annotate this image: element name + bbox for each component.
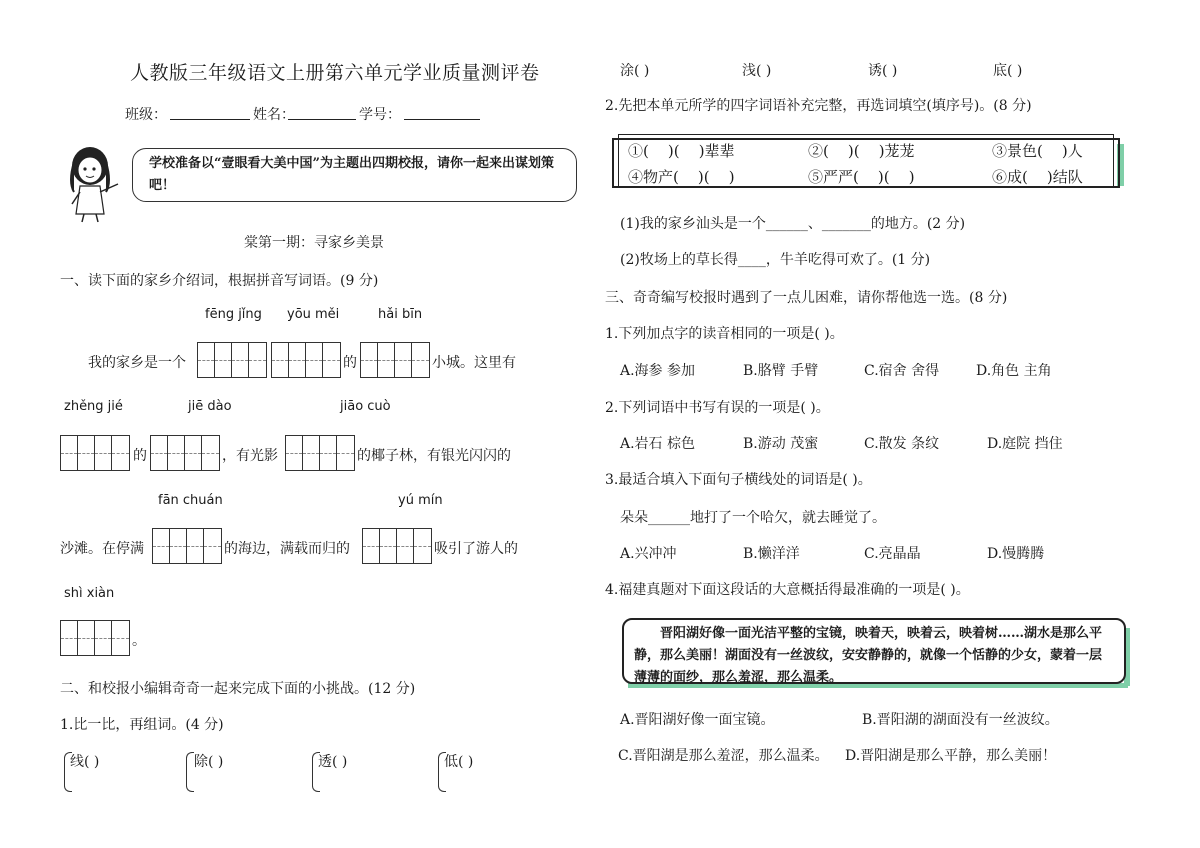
part3-q2: 2.下列词语中书写有误的一项是( )。 bbox=[605, 400, 830, 416]
compare-item: 浅( ) bbox=[742, 63, 772, 79]
pinyin-jiaocuo: jiāo cuò bbox=[340, 399, 391, 414]
option-b[interactable]: B.游动 茂蜜 bbox=[743, 436, 819, 452]
pinyin-yumin: yú mín bbox=[398, 493, 443, 508]
class-label: 班级： bbox=[125, 107, 167, 123]
option-a[interactable]: A.兴冲冲 bbox=[620, 546, 677, 562]
passage-text: ，有光影 bbox=[222, 448, 278, 464]
girl-illustration-icon bbox=[60, 142, 130, 224]
option-b[interactable]: B.晋阳湖的湖面没有一丝波纹。 bbox=[862, 712, 1059, 728]
name-field[interactable] bbox=[288, 106, 356, 120]
compare-item: 低( ) bbox=[444, 754, 474, 770]
idiom-item: ②( )( )茏茏 bbox=[808, 142, 915, 160]
option-a[interactable]: A.海参 参加 bbox=[620, 363, 696, 379]
answer-grid[interactable] bbox=[60, 620, 130, 656]
option-c[interactable]: C.宿舍 舍得 bbox=[864, 363, 940, 379]
option-c[interactable]: C.亮晶晶 bbox=[864, 546, 921, 562]
part1-heading: 一、读下面的家乡介绍词，根据拼音写词语。(9 分) bbox=[60, 273, 379, 289]
passage-text: 。 bbox=[132, 633, 146, 649]
answer-grid[interactable] bbox=[152, 528, 222, 564]
option-d[interactable]: D.晋阳湖是那么平静，那么美丽！ bbox=[845, 748, 1057, 764]
compare-item: 底( ) bbox=[993, 63, 1023, 79]
part3-heading: 三、奇奇编写校报时遇到了一点儿困难，请你帮他选一选。(8 分) bbox=[605, 290, 1008, 306]
idiom-item: ⑤严严( )( ) bbox=[808, 168, 915, 186]
compare-item: 诱( ) bbox=[868, 63, 898, 79]
answer-grid[interactable] bbox=[60, 435, 130, 471]
answer-grid[interactable] bbox=[362, 528, 432, 564]
option-b[interactable]: B.胳臂 手臂 bbox=[743, 363, 819, 379]
idiom-item: ③景色( )人 bbox=[992, 142, 1083, 160]
compare-item: 除( ) bbox=[194, 754, 224, 770]
reading-passage: 晋阳湖好像一面光洁平整的宝镜，映着天，映着云，映着树……湖水是那么平静，那么美丽！湖面没有一丝波纹，安安静静的，就像一个恬静的少女，蒙着一层薄薄的面纱，那么羞涩，那么温柔。 bbox=[622, 618, 1126, 684]
option-c[interactable]: C.晋阳湖是那么羞涩，那么温柔。 bbox=[618, 748, 829, 764]
option-a[interactable]: A.晋阳湖好像一面宝镜。 bbox=[620, 712, 775, 728]
part2-q1: 1.比一比，再组词。(4 分) bbox=[60, 717, 224, 733]
answer-grid[interactable] bbox=[285, 435, 355, 471]
idiom-item: ①( )( )辈辈 bbox=[628, 142, 735, 160]
part3-q3: 3.最适合填入下面句子横线处的词语是( )。 bbox=[605, 472, 872, 488]
pinyin-shixian: shì xiàn bbox=[64, 586, 115, 601]
option-d[interactable]: D.角色 主角 bbox=[976, 363, 1052, 379]
idiom-item: ④物产( )( ) bbox=[628, 168, 735, 186]
part2-sub1: (1)我的家乡汕头是一个______、_______的地方。(2 分) bbox=[620, 216, 966, 232]
passage-text: 吸引了游人的 bbox=[434, 541, 518, 557]
part3-q4: 4.福建真题对下面这段话的大意概括得最准确的一项是( )。 bbox=[605, 582, 970, 598]
pinyin-haibin: hǎi bīn bbox=[378, 307, 423, 322]
answer-grid[interactable] bbox=[271, 342, 341, 378]
pinyin-fengjing: fēng jǐng bbox=[205, 307, 262, 322]
passage-text: 我的家乡是一个 bbox=[88, 355, 186, 371]
id-field[interactable] bbox=[404, 106, 480, 120]
part2-q2: 2.先把本单元所学的四字词语补充完整，再选词填空(填序号)。(8 分) bbox=[605, 98, 1032, 114]
name-label: 姓名： bbox=[253, 107, 295, 123]
part3-q3-sentence: 朵朵______地打了一个哈欠，就去睡觉了。 bbox=[620, 510, 886, 526]
section-heading: 棠第一期：寻家乡美景 bbox=[244, 235, 384, 251]
option-d[interactable]: D.庭院 挡住 bbox=[987, 436, 1063, 452]
passage-text: 的 bbox=[343, 355, 357, 371]
part2-heading: 二、和校报小编辑奇奇一起来完成下面的小挑战。(12 分) bbox=[60, 681, 416, 697]
option-a[interactable]: A.岩石 棕色 bbox=[620, 436, 696, 452]
part2-sub2: (2)牧场上的草长得____，牛羊吃得可欢了。(1 分) bbox=[620, 252, 931, 268]
passage-text: 的海边，满载而归的 bbox=[224, 541, 350, 557]
passage-text: 沙滩。在停满 bbox=[60, 541, 144, 557]
compare-item: 线( ) bbox=[70, 754, 100, 770]
compare-item: 透( ) bbox=[318, 754, 348, 770]
id-label: 学号： bbox=[359, 107, 401, 123]
idiom-item: ⑥成( )结队 bbox=[992, 168, 1083, 186]
passage-text: 小城。这里有 bbox=[432, 355, 516, 371]
pinyin-zhengjie: zhěng jié bbox=[64, 399, 123, 414]
pinyin-youmei: yōu měi bbox=[287, 307, 340, 322]
class-field[interactable] bbox=[170, 106, 250, 120]
intro-bubble: 学校准备以“壹眼看大美中国”为主题出四期校报，请你一起来出谋划策吧！ bbox=[132, 148, 577, 202]
compare-item: 涂( ) bbox=[620, 63, 650, 79]
passage-text: 的 bbox=[133, 448, 147, 464]
option-b[interactable]: B.懒洋洋 bbox=[743, 546, 800, 562]
answer-grid[interactable] bbox=[150, 435, 220, 471]
passage-text: 的椰子林，有银光闪闪的 bbox=[357, 448, 511, 464]
pinyin-jiedao: jiē dào bbox=[188, 399, 232, 414]
brace-icon bbox=[186, 752, 194, 792]
option-c[interactable]: C.散发 条纹 bbox=[864, 436, 940, 452]
answer-grid[interactable] bbox=[360, 342, 430, 378]
pinyin-fanchuan: fān chuán bbox=[158, 493, 223, 508]
answer-grid[interactable] bbox=[197, 342, 267, 378]
part3-q1: 1.下列加点字的读音相同的一项是( )。 bbox=[605, 326, 844, 342]
option-d[interactable]: D.慢腾腾 bbox=[987, 546, 1045, 562]
page-title: 人教版三年级语文上册第六单元学业质量测评卷 bbox=[130, 62, 540, 84]
